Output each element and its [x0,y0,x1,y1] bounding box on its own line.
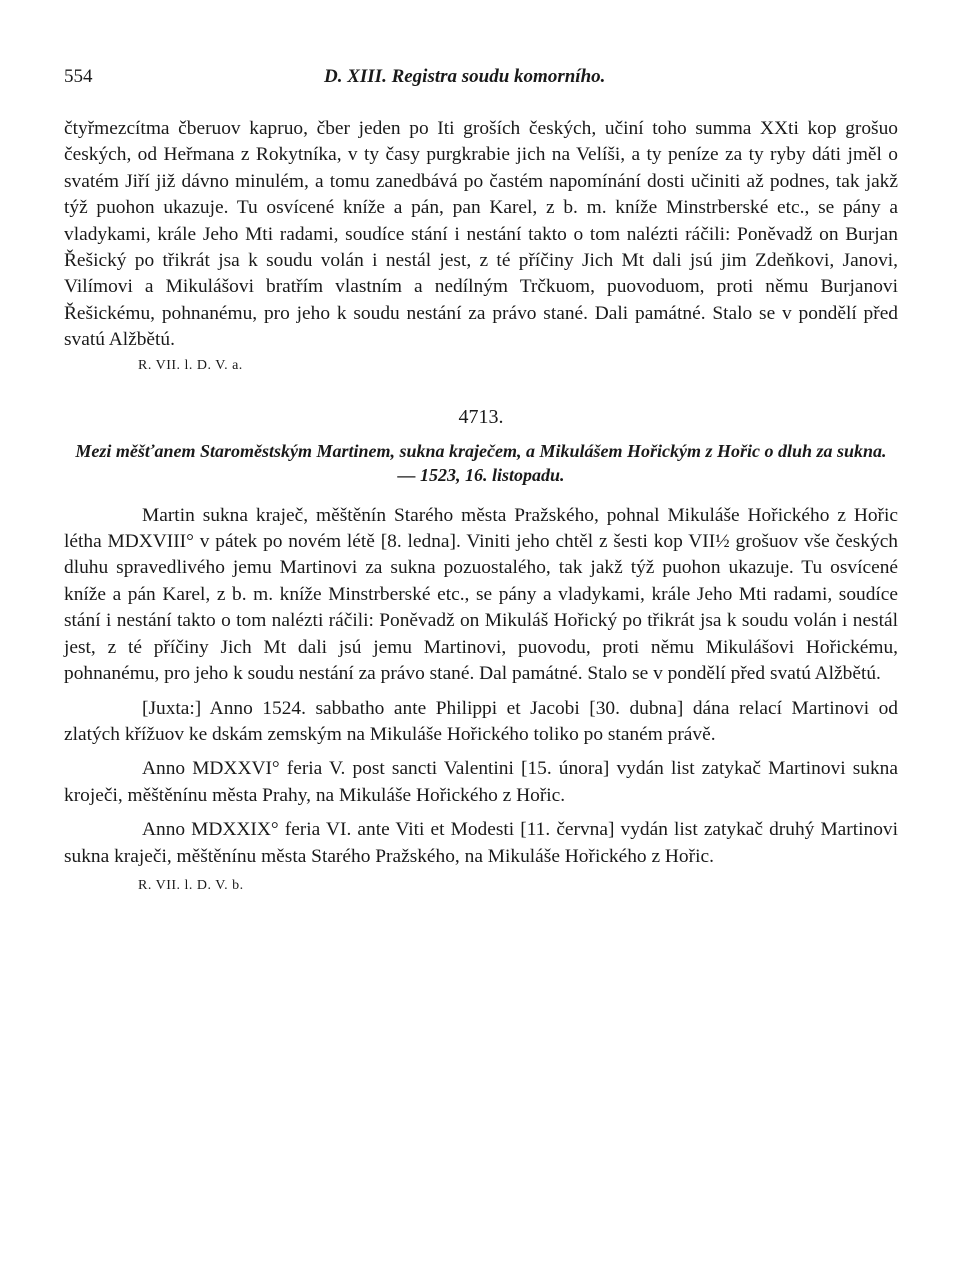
continuation-paragraph: čtyřmezcítma čberuov kapruo, čber jeden po Iti groších českých, učiní toho summa XXti kop grošuo českých, od Heřmana z Rokytníka, v ty časy purgkrabie jich na Velíši, a ty peníze za ty ryby dáti jměl o svatém Jiří již dávno minulém, a tomu zanedbává po častém napomínání dosti učiniti až podnes, tak jakž týž puohon ukazuje. Tu osvícené kníže a pán, pan Karel, z b. m. kníže Minstrberské etc., se pány a vladykami, krále Jeho Mti radami, soudíce stání i nestání takto o tom nalézti ráčili: Poněvadž on Burjan Řešický po třikrát jsa k soudu volán i nestál jest, z té příčiny Jich Mt dali jsú jim Zdeňkovi, Janovi, Vilímovi a Mikulášovi bratřím vlastním a nedílným Trčkuom, puovoduom, proti němu Burjanovi Řešickému, pohnanému, pro jeho k soudu nestání za právo stané. Dali památné. Stalo se v pondělí před svatú Alžbětú. [64,118,898,351]
archive-reference-2: R. VII. l. D. V. b. [138,877,244,893]
archive-reference: R. VII. l. D. V. a. [138,357,243,373]
document-page [64,66,898,894]
document-body [64,503,898,894]
body-paragraph-3: Anno MDXXVI° feria V. post sancti Valentini [15. února] vydán list zatykač Martinovi sukna kroječi, měštěnínu města Prahy, na Mikuláše Hořického z Hořic. [64,758,898,806]
section-continuation [64,116,898,374]
page-header [64,66,898,96]
body-paragraph-2: [Juxta:] Anno 1524. sabbatho ante Philippi et Jacobi [30. dubna] dána relací Martinovi od zlatých křížuov ke dskám zemským na Mikuláše Hořického toliko po staném právě. [64,697,898,745]
body-paragraph-1: Martin sukna kraječ, měštěnín Starého města Pražského, pohnal Mikuláše Hořického z Hořic létha MDXVIII° v pátek po novém létě [8. ledna]. Viniti jeho chtěl z šesti kop VII½ grošuov vše českých dluhu spravedlivého jemu Martinovi za sukna pozuostalého, tak jakž týž puohon ukazuje. Tu osvícené kníže a pán Karel, z b. m. kníže Minstrberské etc., se pány a vladykami, krále Jeho Mti radami, soudíce stání i nestání takto o tom nalézti ráčili: Poněvadž on Mikuláš Hořický po třikrát jsa k soudu volán i nestál jest, z té příčiny Jich Mt dali jsú jemu Martinovi, puovodu, proti němu Mikulášovi Hořickému, pohnanému, pro jeho k soudu nestání za právo stané. Dal památné. Stalo se v pondělí před svatú Alžbětú. [64,504,898,685]
document-title: Mezi měšťanem Staroměstským Martinem, sukna kraječem, a Mikulášem Hořickým z Hořic o dluh za sukna. — 1523, 16. listopadu. [75,440,887,485]
page-number: 554 [64,66,93,87]
document-number: 4713. [458,405,504,428]
running-title: D. XIII. Registra soudu komorního. [324,66,606,87]
body-paragraph-4: Anno MDXXIX° feria VI. ante Viti et Modesti [11. června] vydán list zatykač druhý Martinovi sukna kraječi, měštěnínu města Starého Pražského, na Mikuláše Hořického z Hořic. [64,819,898,867]
